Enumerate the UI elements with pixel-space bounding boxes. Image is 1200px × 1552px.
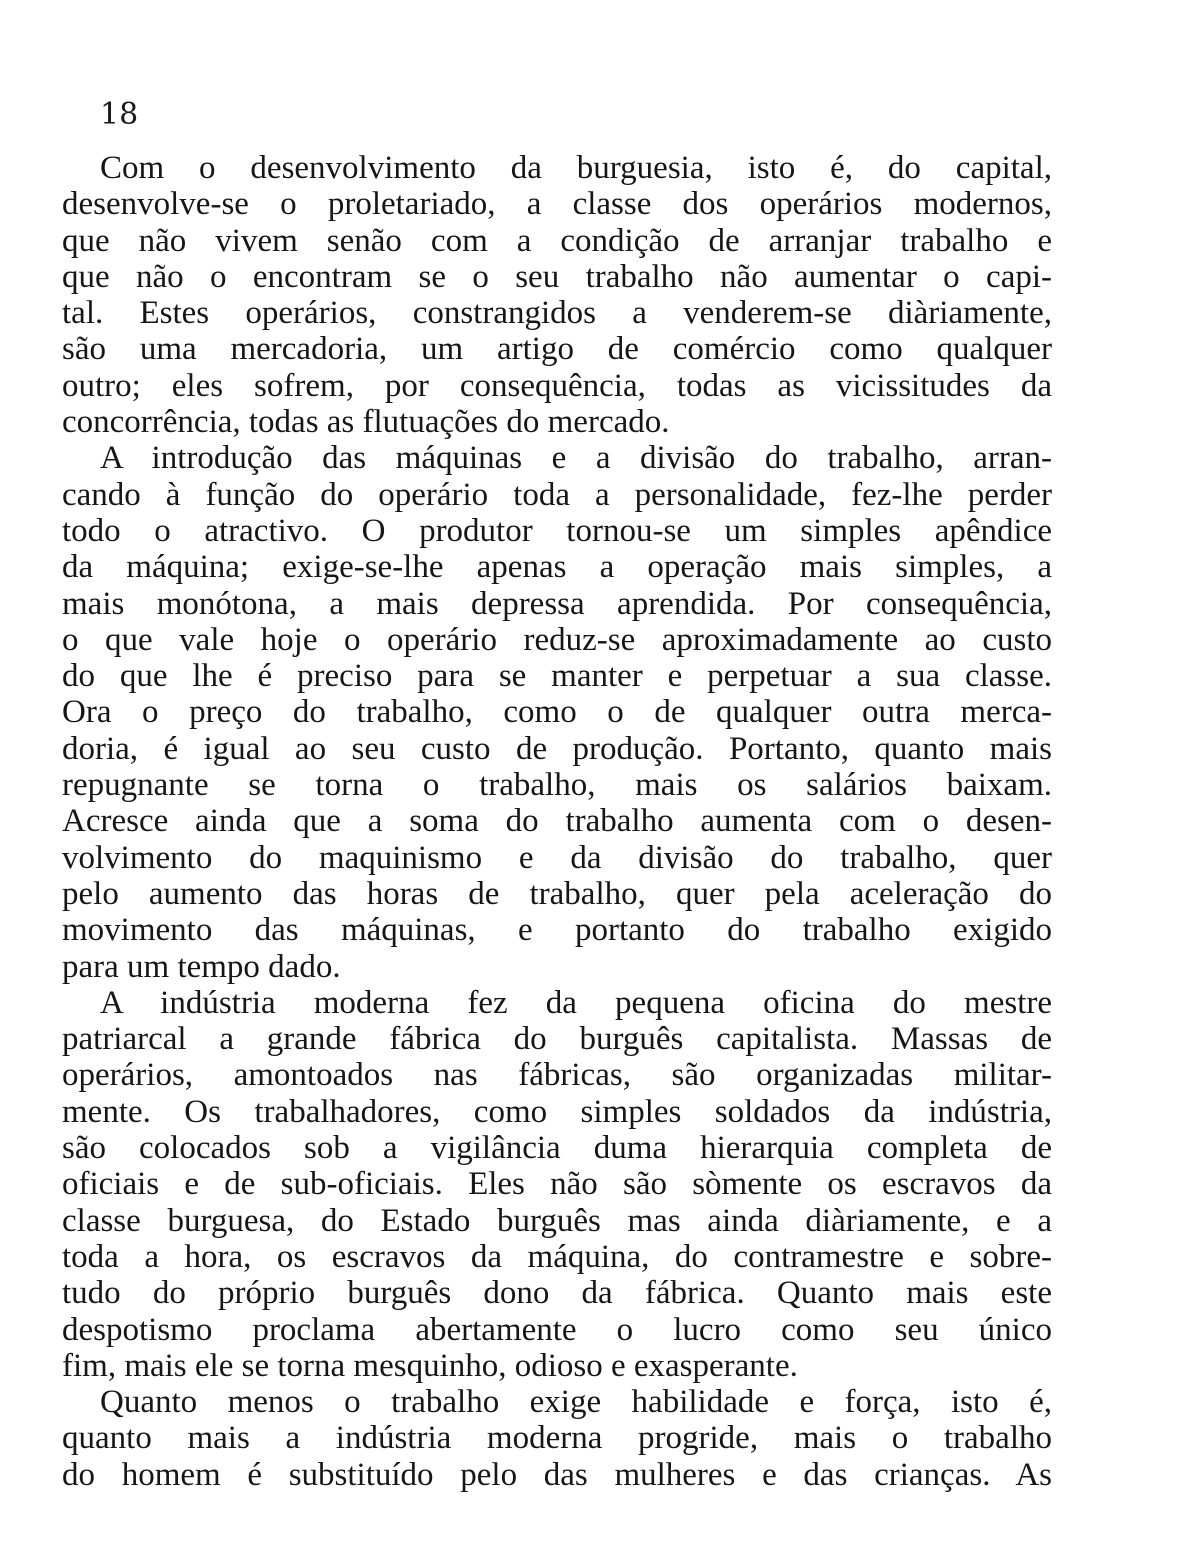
page-number: 18	[100, 97, 139, 132]
body-text	[62, 150, 1052, 1493]
text-line: oficiais e de sub-oficiais. Eles não são sòmente os escravos da	[62, 1166, 1052, 1203]
text-line: operários, amontoados nas fábricas, são organizadas militar-	[62, 1057, 1052, 1094]
text-line: Com o desenvolvimento da burguesia, isto é, do capital,	[100, 150, 1052, 186]
text-line: tal. Estes operários, constrangidos a venderem-se diàriamente,	[62, 295, 1052, 332]
text-line: Acresce ainda que a soma do trabalho aumenta com o desen-	[62, 803, 1052, 840]
text-line: toda a hora, os escravos da máquina, do contramestre e sobre-	[62, 1238, 1052, 1275]
text-line: volvimento do maquinismo e da divisão do trabalho, quer	[62, 839, 1052, 876]
text-line: pelo aumento das horas de trabalho, quer pela aceleração do	[62, 875, 1052, 912]
text-line: repugnante se torna o trabalho, mais os salários baixam.	[62, 767, 1052, 804]
text-line: o que vale hoje o operário reduz-se aproximadamente ao custo	[62, 621, 1052, 658]
text-line: cando à função do operário toda a personalidade, fez-lhe perder	[62, 476, 1052, 513]
text-line: patriarcal a grande fábrica do burguês capitalista. Massas de	[62, 1021, 1052, 1058]
text-line: da máquina; exige-se-lhe apenas a operação mais simples, a	[62, 549, 1052, 586]
text-line: do homem é substituído pelo das mulheres e das crianças. As	[62, 1456, 1052, 1493]
text-line: mente. Os trabalhadores, como simples soldados da indústria,	[62, 1093, 1052, 1130]
text-line: todo o atractivo. O produtor tornou-se um simples apêndice	[62, 512, 1052, 549]
text-line: A introdução das máquinas e a divisão do trabalho, arran-	[100, 440, 1052, 477]
text-line: para um tempo dado.	[62, 948, 341, 985]
text-line: A indústria moderna fez da pequena oficina do mestre	[100, 984, 1052, 1021]
text-line: classe burguesa, do Estado burguês mas ainda diàriamente, e a	[62, 1202, 1052, 1239]
text-line: despotismo proclama abertamente o lucro como seu único	[62, 1311, 1052, 1348]
text-line: que não o encontram se o seu trabalho não aumentar o capi-	[62, 258, 1052, 295]
text-line: que não vivem senão com a condição de arranjar trabalho e	[62, 222, 1052, 259]
text-line: mais monótona, a mais depressa aprendida. Por consequência,	[62, 585, 1052, 622]
text-line: são colocados sob a vigilância duma hierarquia completa de	[62, 1130, 1052, 1167]
text-line: outro; eles sofrem, por consequência, todas as vicissitudes da	[62, 367, 1052, 404]
text-line: desenvolve-se o proletariado, a classe dos operários modernos,	[62, 186, 1052, 223]
text-line: do que lhe é preciso para se manter e perpetuar a sua classe.	[62, 658, 1052, 695]
text-line: Ora o preço do trabalho, como o de qualquer outra merca-	[62, 694, 1052, 731]
text-line: tudo do próprio burguês dono da fábrica. Quanto mais este	[62, 1275, 1052, 1312]
text-line: movimento das máquinas, e portanto do trabalho exigido	[62, 912, 1052, 949]
text-line: quanto mais a indústria moderna progride, mais o trabalho	[62, 1420, 1052, 1457]
text-line: fim, mais ele se torna mesquinho, odioso e exasperante.	[62, 1347, 798, 1384]
text-line: doria, é igual ao seu custo de produção. Portanto, quanto mais	[62, 730, 1052, 767]
text-line: Quanto menos o trabalho exige habilidade e força, isto é,	[100, 1384, 1052, 1421]
text-line: são uma mercadoria, um artigo de comércio como qualquer	[62, 331, 1052, 368]
text-line: concorrência, todas as flutuações do mercado.	[62, 404, 670, 441]
